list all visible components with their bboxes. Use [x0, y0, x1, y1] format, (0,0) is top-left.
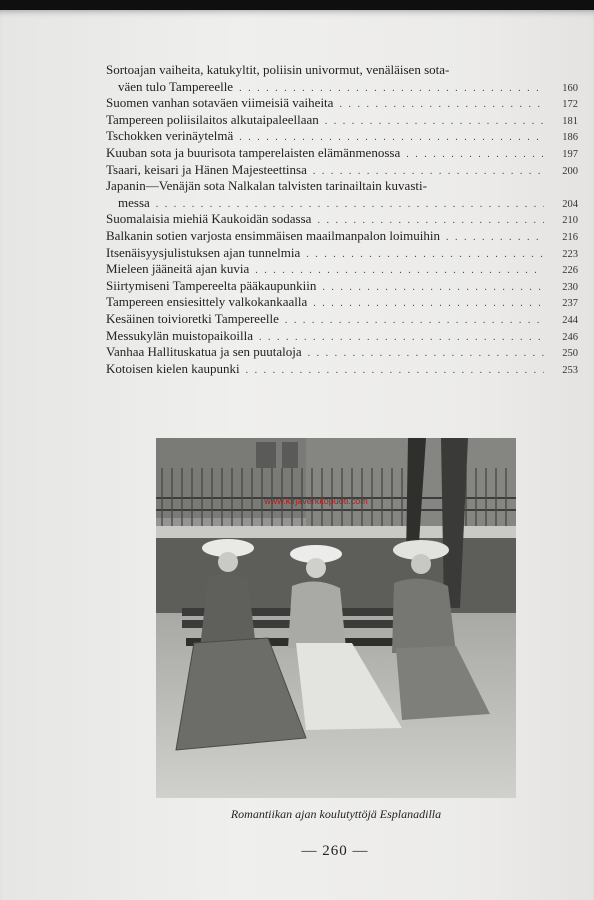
leader-dots: [255, 265, 544, 276]
toc-entry-title: Siirtymiseni Tampereelta pääkaupunkiin: [106, 277, 317, 293]
leader-dots: [246, 365, 544, 376]
toc-entry-page: 181: [562, 115, 578, 127]
toc-entry: [106, 261, 578, 278]
toc-entry-title: Tschokken verinäytelmä: [106, 128, 234, 144]
toc-entry-page: 186: [562, 132, 578, 144]
toc-entry: [106, 228, 578, 245]
toc-entry-title: Kuuban sota ja buurisota tamperelaisten elämänmenossa: [106, 144, 401, 160]
toc-entry-page: 253: [562, 364, 578, 376]
toc-entry-page: 230: [562, 281, 578, 293]
toc-entry: [106, 245, 578, 262]
toc-entry-page: 204: [562, 198, 578, 210]
photo-illustration: [156, 438, 516, 798]
toc-entry-title: Vanhaa Hallituskatua ja sen puutaloja: [106, 344, 302, 360]
toc-entry: [106, 95, 578, 112]
toc-entry-page: 226: [562, 265, 578, 277]
toc-entry: [106, 62, 578, 79]
toc-entry-page: 197: [562, 148, 578, 160]
toc-entry: [106, 178, 578, 195]
toc-entry-page: 244: [562, 314, 578, 326]
toc-entry-page: 250: [562, 348, 578, 360]
toc-entry: [106, 211, 578, 228]
toc-entry-page: 210: [562, 215, 578, 227]
leader-dots: [306, 249, 544, 260]
toc-entry: [106, 112, 578, 129]
toc-entry-title: Kesäinen toivioretki Tampereelle: [106, 310, 279, 326]
leader-dots: [285, 315, 544, 326]
leader-dots: [239, 132, 544, 143]
leader-dots: [317, 215, 544, 226]
toc-entry-continuation: [106, 195, 578, 212]
toc-entry-page: 246: [562, 331, 578, 343]
toc-entry-title: Balkanin sotien varjosta ensimmäisen maailmanpalon loimuihin: [106, 227, 440, 243]
toc-entry: [106, 162, 578, 179]
toc-entry-title: Messukylän muistopaikoilla: [106, 327, 253, 343]
toc-entry-title: Itsenäisyysjulistuksen ajan tunnelmia: [106, 244, 301, 260]
leader-dots: [308, 348, 544, 359]
toc-entry-title: Kotoisen kielen kaupunki: [106, 360, 240, 376]
leader-dots: [406, 149, 544, 160]
toc-entry-page: 200: [562, 165, 578, 177]
toc-entry-title: Sortoajan vaiheita, katukyltit, poliisin univormut, venäläisen sota-: [106, 62, 450, 77]
toc-entry-page: 223: [562, 248, 578, 260]
leader-dots: [339, 99, 544, 110]
toc-entry-page: 216: [562, 231, 578, 243]
toc-entry-title: Suomen vanhan sotaväen viimeisiä vaiheita: [106, 95, 334, 111]
historical-photograph: [156, 438, 516, 798]
toc-entry-title: Tampereen poliisilaitos alkutaipaleellaan: [106, 111, 319, 127]
leader-dots: [446, 232, 544, 243]
table-of-contents: [106, 62, 578, 377]
photo-caption: Romantiikan ajan koulutyttöjä Esplanadilla: [230, 807, 442, 821]
toc-entry: [106, 344, 578, 361]
toc-entry-title: messa: [118, 194, 150, 210]
page-number: — 260 —: [301, 843, 369, 859]
scan-top-edge: [0, 0, 594, 10]
leader-dots: [239, 83, 544, 94]
book-page: [0, 10, 594, 900]
toc-entry: [106, 328, 578, 345]
toc-entry: [106, 294, 578, 311]
toc-entry-title: Tampereen ensiesittely valkokankaalla: [106, 294, 308, 310]
toc-entry: [106, 361, 578, 378]
leader-dots: [322, 282, 544, 293]
leader-dots: [325, 116, 544, 127]
toc-entry-title: väen tulo Tampereelle: [118, 78, 234, 94]
toc-entry-title: Mieleen jääneitä ajan kuvia: [106, 261, 250, 277]
toc-entry-title: Tsaari, keisari ja Hänen Majesteettinsa: [106, 161, 307, 177]
toc-entry: [106, 128, 578, 145]
toc-entry-title: Japanin—Venäjän sota Nalkalan talvisten tarinailtain kuvasti-: [106, 178, 427, 194]
toc-entry-page: 160: [562, 82, 578, 94]
leader-dots: [313, 166, 544, 177]
photo-watermark: www.kirjaverkkopuoti.com: [264, 496, 368, 506]
toc-entry: [106, 278, 578, 295]
toc-entry-continuation: [106, 79, 578, 96]
toc-entry: [106, 145, 578, 162]
leader-dots: [259, 332, 544, 343]
leader-dots: [156, 199, 544, 210]
toc-entry: [106, 311, 578, 328]
toc-entry-page: 172: [562, 99, 578, 111]
toc-entry-title: Suomalaisia miehiä Kaukoidän sodassa: [106, 211, 312, 227]
toc-entry-page: 237: [562, 298, 578, 310]
leader-dots: [313, 298, 544, 309]
